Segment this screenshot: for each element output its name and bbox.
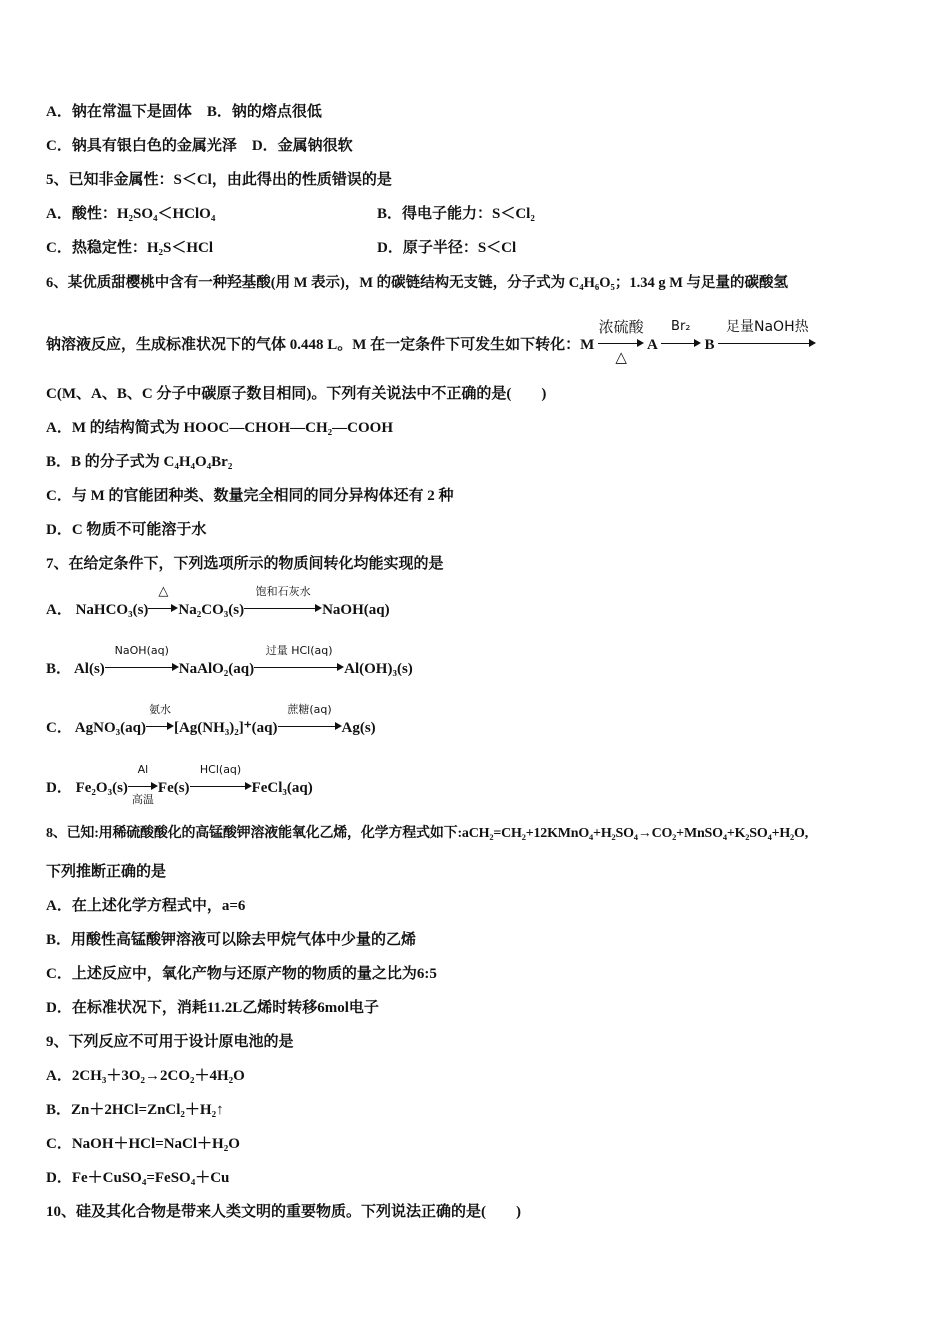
q7-option-b bbox=[46, 644, 413, 679]
q4-options-row-2 bbox=[46, 136, 353, 156]
q6-option-b: B．B 的分子式为 C₄H₄O₄Br₂ bbox=[46, 454, 233, 470]
q6-stem-line-1: 6、某优质甜樱桃中含有一种羟基酸(用 M 表示)，M 的碳链结构无支链，分子式为 C₄H₆O₅；1.34 g M 与足量的碳酸氢 bbox=[46, 275, 789, 291]
q5-option-c: C．热稳定性：H₂S＜HCl bbox=[46, 240, 214, 256]
q6-option-c: C．与 M 的官能团种类、数量完全相同的同分异构体还有 2 种 bbox=[46, 488, 454, 504]
q5-option-b: B．得电子能力：S＜Cl₂ bbox=[377, 206, 535, 222]
q8-stem-line-1: 8、已知:用稀硫酸酸化的高锰酸钾溶液能氧化乙烯，化学方程式如下:aCH₂=CH₂+12KMnO₄+H₂SO₄→CO₂+MnSO₄+K₂SO₄+H₂O, bbox=[46, 826, 809, 841]
q7-d-arrow-2 bbox=[190, 763, 252, 792]
q7-b-arrow-1 bbox=[105, 644, 179, 673]
q5-option-a: A．酸性：H₂SO₄＜HClO₄ bbox=[46, 206, 216, 222]
q7-b-species-1: Al(s) bbox=[73, 661, 105, 677]
q7-c-species-1: AgNO₃(aq) bbox=[74, 720, 146, 736]
q5-stem: 5、已知非金属性：S＜Cl，由此得出的性质错误的是 bbox=[46, 172, 392, 188]
q8-option-c: C．上述反应中，氧化产物与还原产物的物质的量之比为6:5 bbox=[46, 966, 437, 982]
q5-options-row-1 bbox=[46, 204, 906, 224]
q7-a-label: A． bbox=[46, 602, 72, 618]
arrow-conc-sulfuric bbox=[598, 318, 644, 366]
q7-d-species-1: Fe₂O₃(s) bbox=[75, 780, 128, 796]
q7-option-d bbox=[46, 763, 313, 806]
q7-c-arrow-2 bbox=[278, 703, 342, 732]
q7-c-species-3: Ag(s) bbox=[341, 720, 376, 736]
q8-stem-line-2: 下列推断正确的是 bbox=[46, 864, 167, 880]
q7-a-condition-2: 饱和石灰水 bbox=[255, 585, 311, 598]
q9-stem: 9、下列反应不可用于设计原电池的是 bbox=[46, 1034, 294, 1050]
q4-option-c: C．钠具有银白色的金属光泽 bbox=[46, 138, 237, 154]
q7-d-condition-1: Al bbox=[137, 763, 149, 776]
arrow-naoh-heat bbox=[718, 319, 816, 349]
q9-option-a: A．2CH₃＋3O₂→2CO₂＋4H₂O bbox=[46, 1068, 245, 1084]
q4-options-row-1 bbox=[46, 102, 322, 122]
q7-b-arrow-2 bbox=[254, 644, 344, 673]
q4-option-d: D．金属钠很软 bbox=[251, 138, 353, 154]
q7-b-species-2: NaAlO₂(aq) bbox=[178, 661, 255, 677]
q7-d-condition-2: HCl(aq) bbox=[199, 763, 242, 776]
q7-c-condition-2: 蔗糖(aq) bbox=[287, 703, 332, 716]
q6-stem-line-2 bbox=[46, 318, 816, 366]
arrow-br2 bbox=[661, 319, 701, 349]
q7-c-arrow-1 bbox=[146, 703, 174, 732]
chain-m: M bbox=[580, 337, 595, 353]
q8-option-a: A．在上述化学方程式中，a=6 bbox=[46, 898, 246, 914]
q7-a-condition-1: △ bbox=[158, 584, 169, 599]
q7-d-arrow-1 bbox=[128, 763, 158, 806]
q7-b-label: B． bbox=[46, 661, 72, 677]
arrow-label-heat: △ bbox=[615, 348, 627, 366]
q7-a-species-2: Na₂CO₃(s) bbox=[178, 602, 245, 618]
q6-stem-text: 钠溶液反应，生成标准状况下的气体 0.448 L。M 在一定条件下可发生如下转化： bbox=[46, 337, 581, 353]
q7-b-condition-1: NaOH(aq) bbox=[114, 644, 169, 657]
q7-a-species-3: NaOH(aq) bbox=[322, 602, 390, 618]
q7-option-c bbox=[46, 703, 376, 738]
q6-option-a: A．M 的结构简式为 HOOC—CHOH—CH₂—COOH bbox=[46, 420, 393, 436]
chain-a: A bbox=[647, 337, 658, 353]
q9-option-c: C．NaOH＋HCl=NaCl＋H₂O bbox=[46, 1136, 240, 1152]
q7-d-label: D． bbox=[46, 780, 72, 796]
q10-stem: 10、硅及其化合物是带来人类文明的重要物质。下列说法正确的是( ) bbox=[46, 1204, 521, 1220]
q5-options-row-2 bbox=[46, 238, 906, 258]
q9-option-d: D．Fe＋CuSO₄=FeSO₄＋Cu bbox=[46, 1170, 230, 1186]
q7-c-condition-1: 氨水 bbox=[148, 703, 171, 716]
q7-d-species-3: FeCl₃(aq) bbox=[251, 780, 313, 796]
chain-b: B bbox=[704, 337, 715, 353]
q7-a-species-1: NaHCO₃(s) bbox=[75, 602, 149, 618]
q7-stem: 7、在给定条件下，下列选项所示的物质间转化均能实现的是 bbox=[46, 556, 444, 572]
q8-option-b: B．用酸性高锰酸钾溶液可以除去甲烷气体中少量的乙烯 bbox=[46, 932, 417, 948]
q7-c-label: C． bbox=[46, 720, 72, 736]
q7-b-species-3: Al(OH)₃(s) bbox=[344, 661, 413, 677]
q7-d-species-2: Fe(s) bbox=[157, 780, 190, 796]
q7-d-condition-1b: 高温 bbox=[131, 793, 154, 806]
q7-c-species-2: [Ag(NH₃)₂]⁺(aq) bbox=[173, 720, 278, 736]
q7-a-arrow-2 bbox=[244, 585, 322, 614]
q4-option-b: B．钠的熔点很低 bbox=[206, 104, 322, 120]
q7-b-condition-2: 过量 HCl(aq) bbox=[265, 644, 333, 657]
arrow-label-br2: Br₂ bbox=[671, 319, 691, 334]
q7-option-a bbox=[46, 584, 390, 620]
q9-option-b: B．Zn＋2HCl=ZnCl₂＋H₂↑ bbox=[46, 1102, 224, 1118]
q6-option-d: D．C 物质不可能溶于水 bbox=[46, 522, 207, 538]
q5-option-d: D．原子半径：S＜Cl bbox=[377, 240, 517, 256]
q8-option-d: D．在标准状况下，消耗11.2L乙烯时转移6mol电子 bbox=[46, 1000, 379, 1016]
arrow-label-naoh-heat: 足量NaOH热 bbox=[726, 319, 809, 335]
q6-stem-line-3: C(M、A、B、C 分子中碳原子数目相同)。下列有关说法中不正确的是( ) bbox=[46, 386, 547, 402]
arrow-label-conc-sulfuric: 浓硫酸 bbox=[598, 318, 644, 336]
q7-a-arrow-1 bbox=[148, 584, 178, 614]
q4-option-a: A．钠在常温下是固体 bbox=[46, 104, 192, 120]
